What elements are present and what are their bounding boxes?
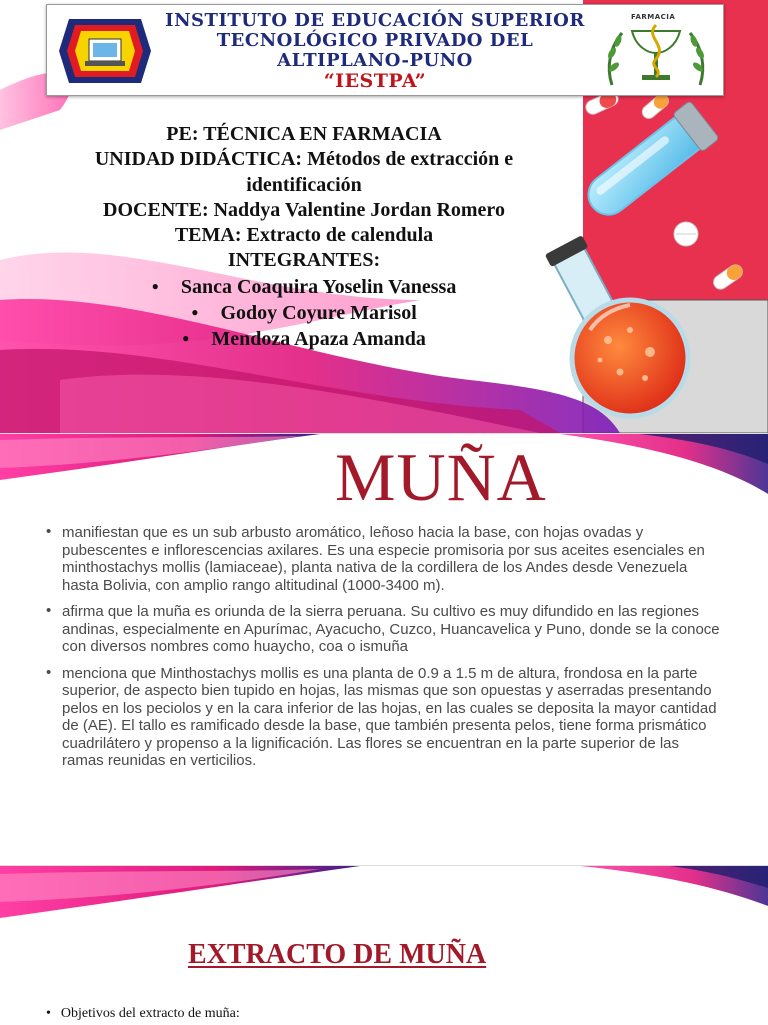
institution-line-1: INSTITUTO DE EDUCACIÓN SUPERIOR bbox=[165, 10, 585, 31]
institution-header bbox=[46, 4, 724, 96]
slide-muna bbox=[0, 433, 768, 866]
member-name: Mendoza Apaza Amanda bbox=[211, 328, 426, 351]
institution-name bbox=[163, 11, 587, 92]
bullet-icon: ● bbox=[151, 278, 159, 293]
members-list bbox=[40, 274, 568, 353]
objectives-item bbox=[46, 1006, 240, 1022]
objectives-label: Objetivos del extracto de muña: bbox=[60, 1006, 240, 1021]
slide-title: MUÑA bbox=[335, 439, 547, 515]
member-name: Godoy Coyure Marisol bbox=[220, 302, 417, 325]
teacher-line: DOCENTE: Naddya Valentine Jordan Romero bbox=[103, 198, 505, 221]
list-item bbox=[40, 300, 568, 326]
list-item bbox=[40, 274, 568, 300]
unit-line: UNIDAD DIDÁCTICA: Métodos de extracción e identificación bbox=[94, 148, 514, 196]
institution-short-name: “IESTPA” bbox=[323, 70, 427, 92]
list-item: • manifiestan que es un sub arbusto aromático, leñoso hacia la base, con hojas ovadas y pubescentes e inflorescencias axilares. Es una especie promisoria por sus aceites esenciales en minthostachys mollis (lamiaceae), planta nativa de la cordillera de los Andes desde Venezuela hasta Bolivia, con amplio rango altitudinal (1000-3400 m). bbox=[46, 524, 722, 594]
pharmacy-logo-label: FARMACIA bbox=[631, 13, 676, 21]
slide-extracto bbox=[0, 865, 768, 1025]
list-item: • afirma que la muña es oriunda de la sierra peruana. Su cultivo es muy difundido en las regiones andinas, especialmente en Apurímac, Ayacucho, Cuzco, Huancavelica y Puno, donde se la conoce con diversos nombres como huaycho, coa o ismuña bbox=[46, 603, 722, 656]
bullet-icon: ● bbox=[182, 331, 190, 346]
decorative-swoosh bbox=[0, 866, 768, 936]
bullet-icon: • bbox=[46, 1006, 51, 1021]
bullet-icon: ● bbox=[191, 305, 199, 320]
list-item: • menciona que Minthostachys mollis es una planta de 0.9 a 1.5 m de altura, frondosa en la parte superior, de aspecto bien tupido en hojas, las mismas que son opuestas y aserradas presentando pelos en los peciolos y en la cara inferior de las hojas, en las cuales se deposita la mayor cantidad de (AE). El tallo es ramificado desde la base, que también presenta pelos, tiene forma prismático cuadrilátero y propenso a la lignificación. Las flores se encuentran en la parte superior de las ramas reunidas en verticilios. bbox=[46, 665, 722, 770]
institution-logo-icon bbox=[55, 13, 155, 89]
slide-cover bbox=[0, 0, 768, 433]
bullet-list bbox=[46, 524, 722, 779]
members-label: INTEGRANTES: bbox=[227, 249, 381, 272]
cover-info bbox=[40, 122, 568, 353]
slide-title: EXTRACTO DE MUÑA bbox=[188, 939, 487, 970]
topic-line: TEMA: Extracto de calendula bbox=[174, 224, 434, 247]
pharmacy-logo-icon bbox=[592, 7, 720, 93]
list-item bbox=[40, 326, 568, 352]
member-name: Sanca Coaquira Yoselin Vanessa bbox=[180, 275, 457, 298]
program-line: PE: TÉCNICA EN FARMACIA bbox=[166, 123, 442, 145]
institution-line-2: TECNOLÓGICO PRIVADO DEL bbox=[216, 30, 534, 51]
institution-line-3: ALTIPLANO-PUNO bbox=[277, 50, 473, 71]
